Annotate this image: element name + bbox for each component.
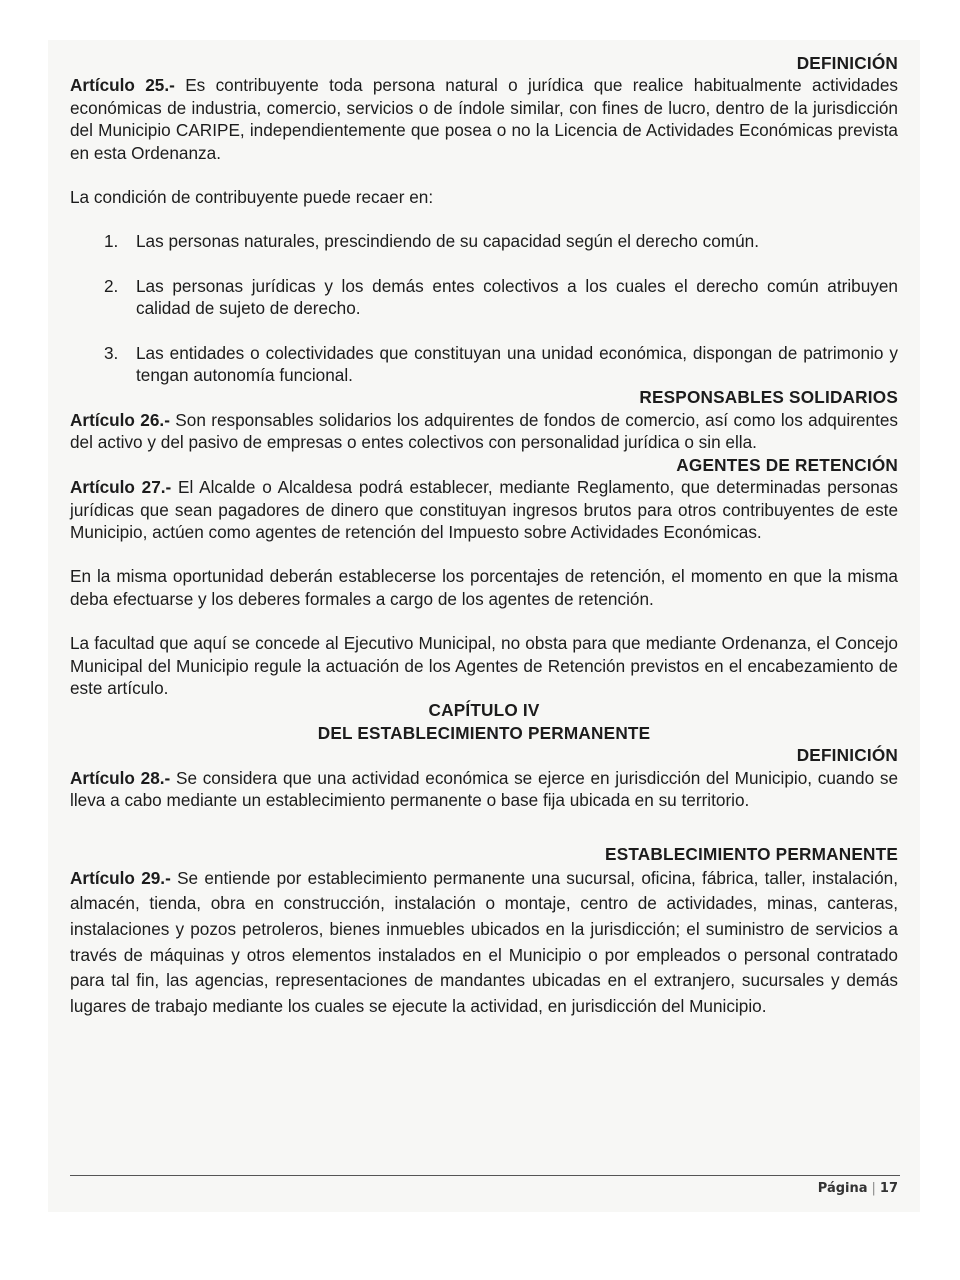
list-item-text: Las personas jurídicas y los demás entes colectivos a los cuales el derecho común atribuyen calidad de sujeto de derecho. xyxy=(136,275,898,319)
list-item xyxy=(70,342,898,387)
list-item xyxy=(70,230,898,252)
article-28-label: Artículo 28.- xyxy=(70,767,171,788)
article-25 xyxy=(70,74,898,164)
article-25-intro: La condición de contribuyente puede recaer en: xyxy=(70,187,434,208)
article-28-text: Se considera que una actividad económica se ejerce en jurisdicción del Municipio, cuando se lleva a cabo mediante un establecimiento permanente o base fija ubicada en su territorio. xyxy=(70,767,899,810)
list-item-number: 3. xyxy=(104,342,119,363)
article-27-para-3: La facultad que aquí se concede al Ejecutivo Municipal, no obsta para que mediante Ordenanza, el Concejo Municipal del Municipio regule la actuación de los Agentes de Retención previstos en el encabezamiento de este artículo. xyxy=(70,633,898,698)
list-item-text: Las personas naturales, prescindiendo de su capacidad según el derecho común. xyxy=(136,231,759,252)
article-29-text: Se entiende por establecimiento permanente una sucursal, oficina, fábrica, taller, instalación, almacén, tienda, obra en construcción, instalación o montaje, centro de actividades, minas, canteras, instalaciones y pozos petroleros, bienes inmuebles ubicados en la jurisdicción; el suministro de servicios a través de máquinas y otros elementos instalados en el Municipio o por empleados o personal contratado para tal fin, las agencias, representaciones de mandantes ubicadas en el extranjero, sucursales y demás lugares de trabajo mediante los cuales se ejecute la actividad, en jurisdicción del Municipio. xyxy=(70,867,898,1016)
article-27 xyxy=(70,476,898,543)
list-item-number: 2. xyxy=(104,275,119,296)
heading-responsables: RESPONSABLES SOLIDARIOS xyxy=(639,387,898,408)
heading-definicion: DEFINICIÓN xyxy=(796,53,898,73)
heading-establecimiento: ESTABLECIMIENTO PERMANENTE xyxy=(605,844,898,865)
article-25-label: Artículo 25.- xyxy=(70,75,175,96)
page-number-value: 17 xyxy=(879,1181,898,1196)
article-25-text: Es contribuyente toda persona natural o jurídica que realice habitualmente actividades económicas de industria, comercio, servicios o de índole similar, con fines de lucro, dentro de la jurisdicción del Municipio CARIPE, independientemente que posea o no la Licencia de Actividades Económicas prevista en esta Ordenanza. xyxy=(70,75,899,163)
article-26-label: Artículo 26.- xyxy=(70,409,170,430)
heading-definicion-2: DEFINICIÓN xyxy=(796,745,898,766)
page-separator: | xyxy=(871,1181,876,1196)
article-26-text: Son responsables solidarios los adquirentes de fondos de comercio, así como los adquirentes del activo y del pasivo de empresas o entes colectivos con personalidad jurídica o sin ella. xyxy=(70,409,899,453)
article-29-label: Artículo 29.- xyxy=(70,867,171,888)
article-28 xyxy=(70,767,898,812)
contributor-list xyxy=(70,230,898,386)
document-body xyxy=(70,52,898,1019)
article-27-label: Artículo 27.- xyxy=(70,477,172,498)
article-29 xyxy=(70,866,898,1020)
footer-divider xyxy=(70,1175,900,1176)
list-item xyxy=(70,275,898,320)
page-number xyxy=(818,1181,898,1196)
list-item-number: 1. xyxy=(104,231,119,252)
chapter-number: CAPÍTULO IV xyxy=(428,700,540,721)
article-27-para-2: En la misma oportunidad deberán establecerse los porcentajes de retención, el momento en que la misma deba efectuarse y los deberes formales a cargo de los agentes de retención. xyxy=(70,566,898,609)
article-26 xyxy=(70,409,898,454)
list-item-text: Las entidades o colectividades que constituyan una unidad económica, dispongan de patrimonio y tengan autonomía funcional. xyxy=(136,342,898,386)
chapter-title: DEL ESTABLECIMIENTO PERMANENTE xyxy=(317,722,651,743)
heading-agentes: AGENTES DE RETENCIÓN xyxy=(676,454,898,475)
article-27-text: El Alcalde o Alcaldesa podrá establecer, mediante Reglamento, que determinadas personas jurídicas que sean pagadores de dinero que constituyan ingresos brutos para otros contribuyentes de este Municipio, actúen como agentes de retención del Impuesto sobre Actividades Económicas. xyxy=(70,477,899,542)
page-label: Página xyxy=(817,1181,868,1196)
